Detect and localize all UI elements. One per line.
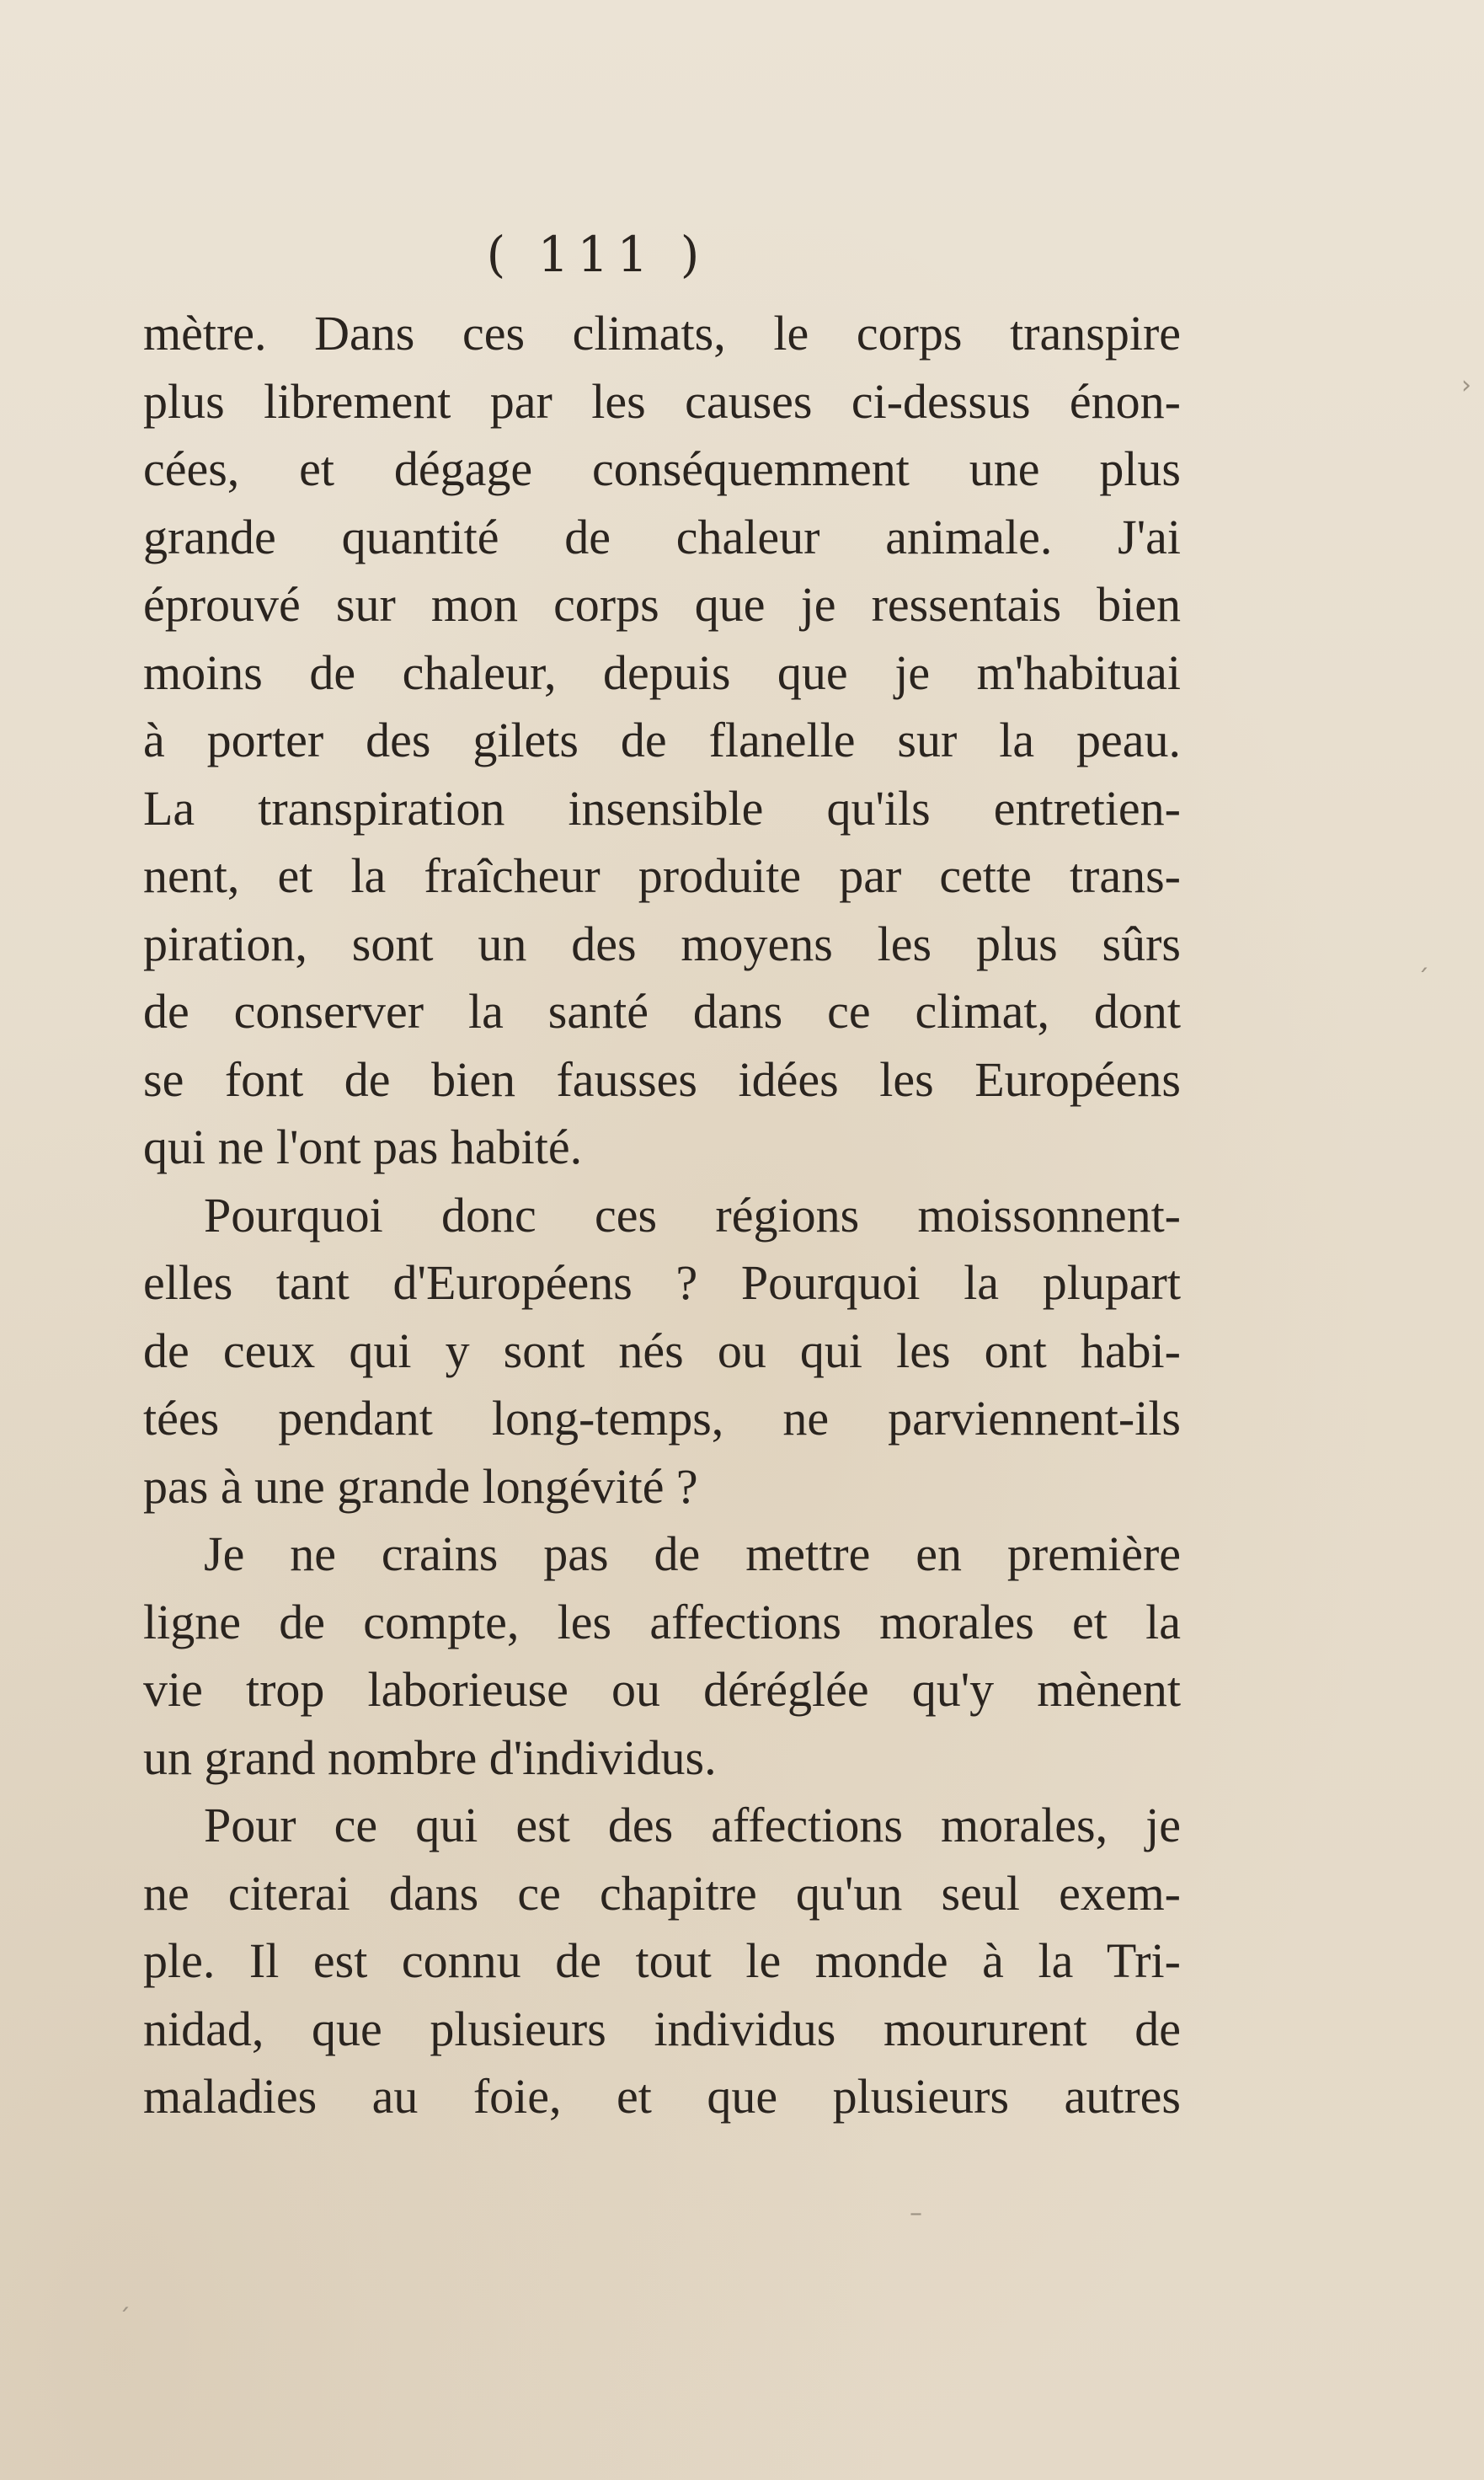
text-line: Pour ce qui est des affections morales, je [204,1798,1181,1852]
paper-speck: ˏ [1417,943,1429,973]
text-line: éprouvé sur mon corps que je ressentais bien [143,577,1181,632]
paper-speck: › [1461,371,1471,400]
text-line: pas à une grande longévité ? [143,1458,698,1514]
text-line: mètre. Dans ces climats, le corps transpire [143,306,1181,361]
text-line: nent, et la fraîcheur produite par cette trans- [143,848,1181,903]
text-line: plus librement par les causes ci-dessus énon- [143,373,1181,429]
text-line: un grand nombre d'individus. [143,1729,717,1785]
text-line: Pourquoi donc ces régions moissonnent- [204,1187,1181,1243]
text-line: se font de bien fausses idées les Européens [143,1051,1181,1107]
text-line: à porter des gilets de flanelle sur la peau. [143,713,1181,767]
text-line: Je ne crains pas de mettre en première [204,1526,1181,1581]
text-line: ple. Il est connu de tout le monde à la Tri- [143,1933,1181,1988]
text-line: vie trop laborieuse ou déréglée qu'y mènent [143,1662,1181,1717]
text-line: ligne de compte, les affections morales et la [143,1594,1181,1649]
text-line: ne citerai dans ce chapitre qu'un seul exem- [143,1865,1181,1921]
text-line: grande quantité de chaleur animale. J'ai [143,509,1181,564]
text-line: de conserver la santé dans ce climat, dont [143,984,1181,1039]
paper-speck: ˏ [118,2283,131,2312]
text-line: cées, et dégage conséquemment une plus [143,441,1181,496]
body-text [143,300,1181,2131]
text-line: piration, sont un des moyens les plus sûrs [143,916,1181,971]
text-line: maladies au foie, et que plusieurs autres [143,2069,1181,2124]
text-line: La transpiration insensible qu'ils entretien- [143,780,1181,836]
text-line: de ceux qui y sont nés ou qui les ont habi- [143,1323,1181,1378]
text-line: moins de chaleur, depuis que je m'habituai [143,644,1181,700]
text-line: elles tant d'Européens ? Pourquoi la plupart [143,1255,1181,1310]
text-line: tées pendant long-temps, ne parviennent-ils [143,1391,1181,1446]
text-line: nidad, que plusieurs individus moururent de [143,2001,1181,2056]
page-number: ( 111 ) [486,226,708,283]
paper-speck: – [910,2199,922,2228]
text-line: qui ne l'ont pas habité. [143,1120,583,1174]
